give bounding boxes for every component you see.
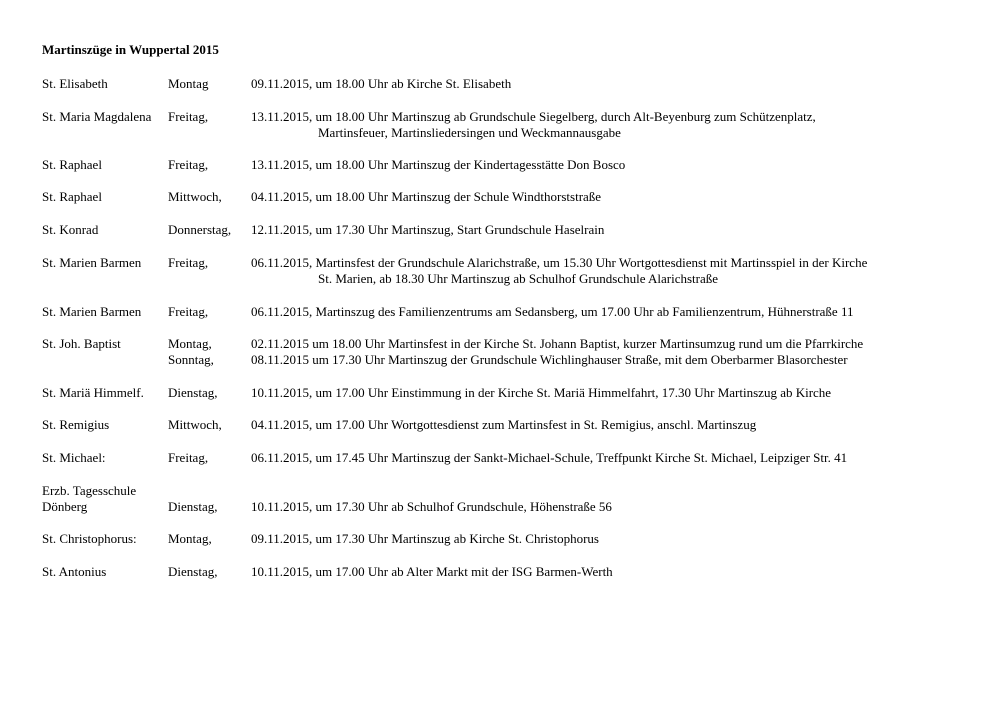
- weekday-line: Sonntag,: [168, 352, 214, 367]
- description-line: 09.11.2015, um 17.30 Uhr Martinszug ab Kirche St. Christophorus: [251, 531, 599, 546]
- weekday: Montag: [168, 76, 209, 91]
- event-description: [251, 417, 951, 433]
- description-line: St. Marien, ab 18.30 Uhr Martinszug ab Schulhof Grundschule Alarichstraße: [318, 271, 719, 286]
- weekday: Donnerstag,: [168, 222, 232, 237]
- weekday: Freitag,: [168, 157, 209, 172]
- parish-name: [42, 483, 167, 515]
- description-line: 02.11.2015 um 18.00 Uhr Martinsfest in der Kirche St. Johann Baptist, kurzer Martinsumzug rund um die Pfarrkirche: [251, 336, 864, 351]
- description-line: 10.11.2015, um 17.00 Uhr Einstimmung in der Kirche St. Mariä Himmelfahrt, 17.30 Uhr Martinszug ab Kirche: [251, 385, 832, 400]
- weekday: Freitag,: [168, 450, 209, 465]
- event-description: [251, 531, 951, 547]
- event-description: [251, 564, 951, 580]
- description-line: 06.11.2015, Martinszug des Familienzentrums am Sedansberg, um 17.00 Uhr ab Familienzentrum, Hühnerstraße 11: [251, 304, 854, 319]
- weekday-line: Montag,: [168, 336, 212, 351]
- event-description: [251, 76, 951, 92]
- weekday: Freitag,: [168, 304, 209, 319]
- description-line: Martinsfeuer, Martinsliedersingen und Weckmannausgabe: [318, 125, 621, 140]
- parish-name-line: Dönberg: [42, 499, 88, 514]
- parish-name: St. Christophorus:: [42, 531, 137, 546]
- description-line: 06.11.2015, um 17.45 Uhr Martinszug der Sankt-Michael-Schule, Treffpunkt Kirche St. Michael, Leipziger Str. 41: [251, 450, 848, 465]
- event-description: [251, 450, 951, 466]
- weekday: Freitag,: [168, 109, 209, 124]
- description-line: 04.11.2015, um 18.00 Uhr Martinszug der Schule Windthorststraße: [251, 189, 602, 204]
- parish-name: St. Michael:: [42, 450, 106, 465]
- description-line: 04.11.2015, um 17.00 Uhr Wortgottesdienst zum Martinsfest in St. Remigius, anschl. Martinszug: [251, 417, 757, 432]
- event-description: [251, 109, 951, 141]
- parish-name: St. Elisabeth: [42, 76, 108, 91]
- parish-name: St. Joh. Baptist: [42, 336, 121, 351]
- parish-name: St. Raphael: [42, 189, 102, 204]
- parish-name: St. Remigius: [42, 417, 110, 432]
- parish-name: St. Raphael: [42, 157, 102, 172]
- weekday: Montag,: [168, 531, 212, 546]
- weekday: Freitag,: [168, 255, 209, 270]
- description-line: 10.11.2015, um 17.00 Uhr ab Alter Markt mit der ISG Barmen-Werth: [251, 564, 613, 579]
- event-description: [251, 157, 951, 173]
- parish-name-line: Erzb. Tagesschule: [42, 483, 137, 498]
- parish-name: St. Mariä Himmelf.: [42, 385, 144, 400]
- weekday: Dienstag,: [168, 564, 218, 579]
- parish-name: St. Marien Barmen: [42, 255, 142, 270]
- event-description: [251, 385, 951, 401]
- description-line: 12.11.2015, um 17.30 Uhr Martinszug, Start Grundschule Haselrain: [251, 222, 605, 237]
- parish-name: St. Marien Barmen: [42, 304, 142, 319]
- parish-name: St. Antonius: [42, 564, 107, 579]
- event-description: [251, 336, 951, 368]
- event-description: [251, 304, 951, 320]
- weekday: Dienstag,: [168, 385, 218, 400]
- weekday: Mittwoch,: [168, 417, 222, 432]
- event-description: [251, 499, 951, 515]
- weekday: Dienstag,: [168, 499, 218, 514]
- description-line: 10.11.2015, um 17.30 Uhr ab Schulhof Grundschule, Höhenstraße 56: [251, 499, 612, 514]
- description-line: 06.11.2015, Martinsfest der Grundschule Alarichstraße, um 15.30 Uhr Wortgottesdienst mit Martinsspiel in der Kirche: [251, 255, 868, 270]
- event-description: [251, 189, 951, 205]
- weekday: Mittwoch,: [168, 189, 222, 204]
- document-title: Martinszüge in Wuppertal 2015: [42, 42, 219, 57]
- weekday: [168, 336, 250, 368]
- event-description: [251, 255, 951, 287]
- description-line: 08.11.2015 um 17.30 Uhr Martinszug der Grundschule Wichlinghauser Straße, mit dem Oberbarmer Blasorchester: [251, 352, 848, 367]
- description-line: 13.11.2015, um 18.00 Uhr Martinszug ab Grundschule Siegelberg, durch Alt-Beyenburg zum Schützenplatz,: [251, 109, 816, 124]
- parish-name: St. Maria Magdalena: [42, 109, 152, 124]
- description-line: 09.11.2015, um 18.00 Uhr ab Kirche St. Elisabeth: [251, 76, 512, 91]
- event-description: [251, 222, 951, 238]
- parish-name: St. Konrad: [42, 222, 99, 237]
- description-line: 13.11.2015, um 18.00 Uhr Martinszug der Kindertagesstätte Don Bosco: [251, 157, 626, 172]
